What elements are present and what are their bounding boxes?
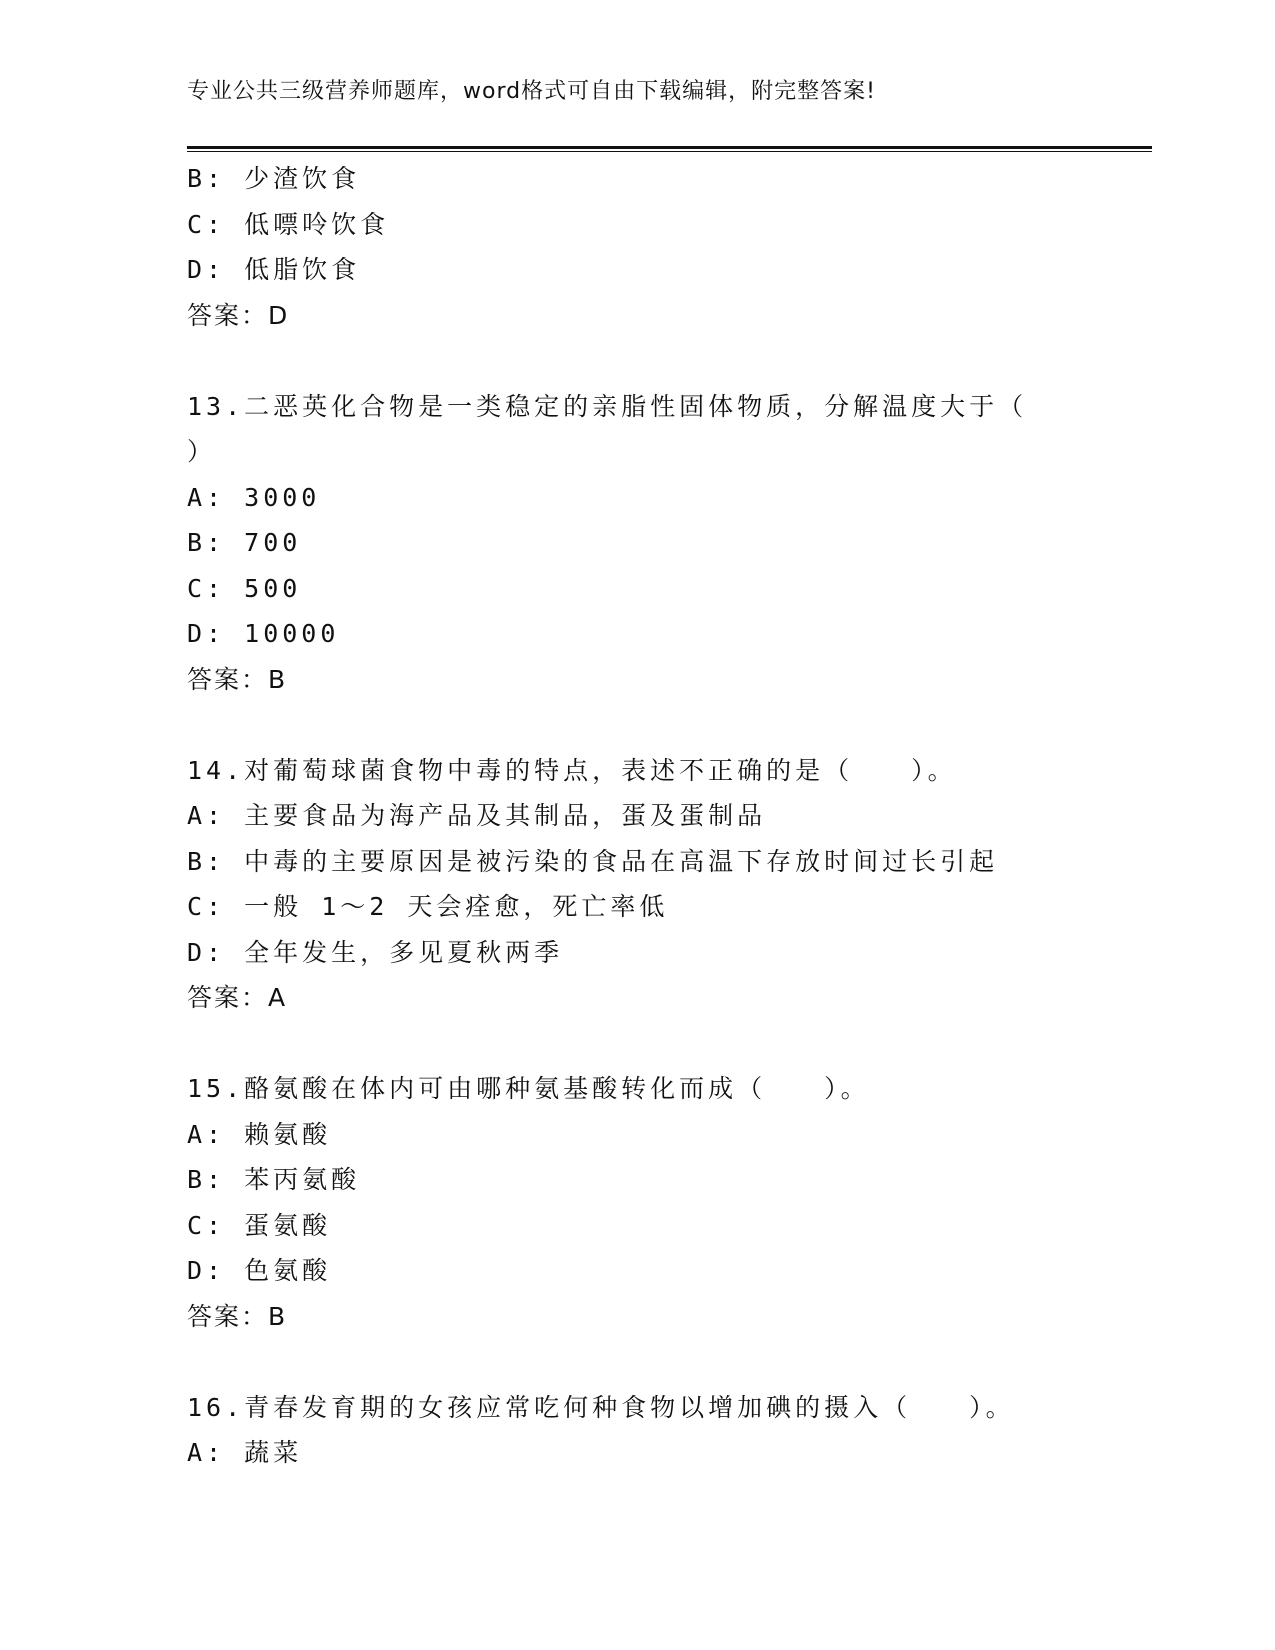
header-rule-thin: [187, 151, 1152, 152]
answer-line: 答案：B: [187, 1301, 288, 1331]
option-a: A: 赖氨酸: [187, 1119, 332, 1149]
question-stem: 16.青春发育期的女孩应常吃何种食物以增加碘的摄入（ ）。: [187, 1392, 1015, 1422]
spacer: [187, 338, 1152, 384]
spacer: [187, 702, 1152, 748]
option-d: D: 低脂饮食: [187, 255, 361, 284]
answer-line: 答案：A: [187, 983, 288, 1012]
question-stem: 15.酪氨酸在体内可由哪种氨基酸转化而成（ ）。: [187, 1074, 870, 1103]
option-d: D: 色氨酸: [187, 1256, 332, 1285]
header-rule-thick: [187, 146, 1152, 149]
option-c: C: 低嘌呤饮食: [187, 209, 390, 239]
question-12-tail: [187, 156, 1152, 338]
option-c: C: 500: [187, 573, 302, 603]
option-c: C: 蛋氨酸: [187, 1210, 332, 1240]
question-list: [187, 156, 1152, 1476]
answer-line: 答案：B: [187, 664, 288, 694]
question-stem-continued: ）: [187, 437, 217, 466]
question-16: [187, 1385, 1152, 1476]
option-a: A: 主要食品为海产品及其制品，蛋及蛋制品: [187, 801, 767, 830]
page-header: 专业公共三级营养师题库，word格式可自由下载编辑，附完整答案!: [187, 79, 876, 104]
spacer: [187, 1021, 1152, 1067]
answer-line: 答案：D: [187, 300, 290, 330]
question-15: [187, 1066, 1152, 1339]
option-d: D: 10000: [187, 619, 340, 648]
option-b: B: 700: [187, 528, 302, 557]
spacer: [187, 1339, 1152, 1385]
option-b: B: 中毒的主要原因是被污染的食品在高温下存放时间过长引起: [187, 846, 999, 876]
question-stem: 14.对葡萄球菌食物中毒的特点，表述不正确的是（ ）。: [187, 755, 957, 785]
option-d: D: 全年发生，多见夏秋两季: [187, 937, 564, 967]
option-b: B: 少渣饮食: [187, 164, 361, 193]
question-14: [187, 748, 1152, 1021]
question-stem: 13.二恶英化合物是一类稳定的亲脂性固体物质，分解温度大于（: [187, 391, 1028, 421]
option-a: A: 3000: [187, 482, 321, 512]
option-b: B: 苯丙氨酸: [187, 1165, 361, 1194]
option-a: A: 蔬菜: [187, 1438, 303, 1467]
question-13: [187, 384, 1152, 703]
option-c: C: 一般 1～2 天会痊愈，死亡率低: [187, 892, 669, 921]
